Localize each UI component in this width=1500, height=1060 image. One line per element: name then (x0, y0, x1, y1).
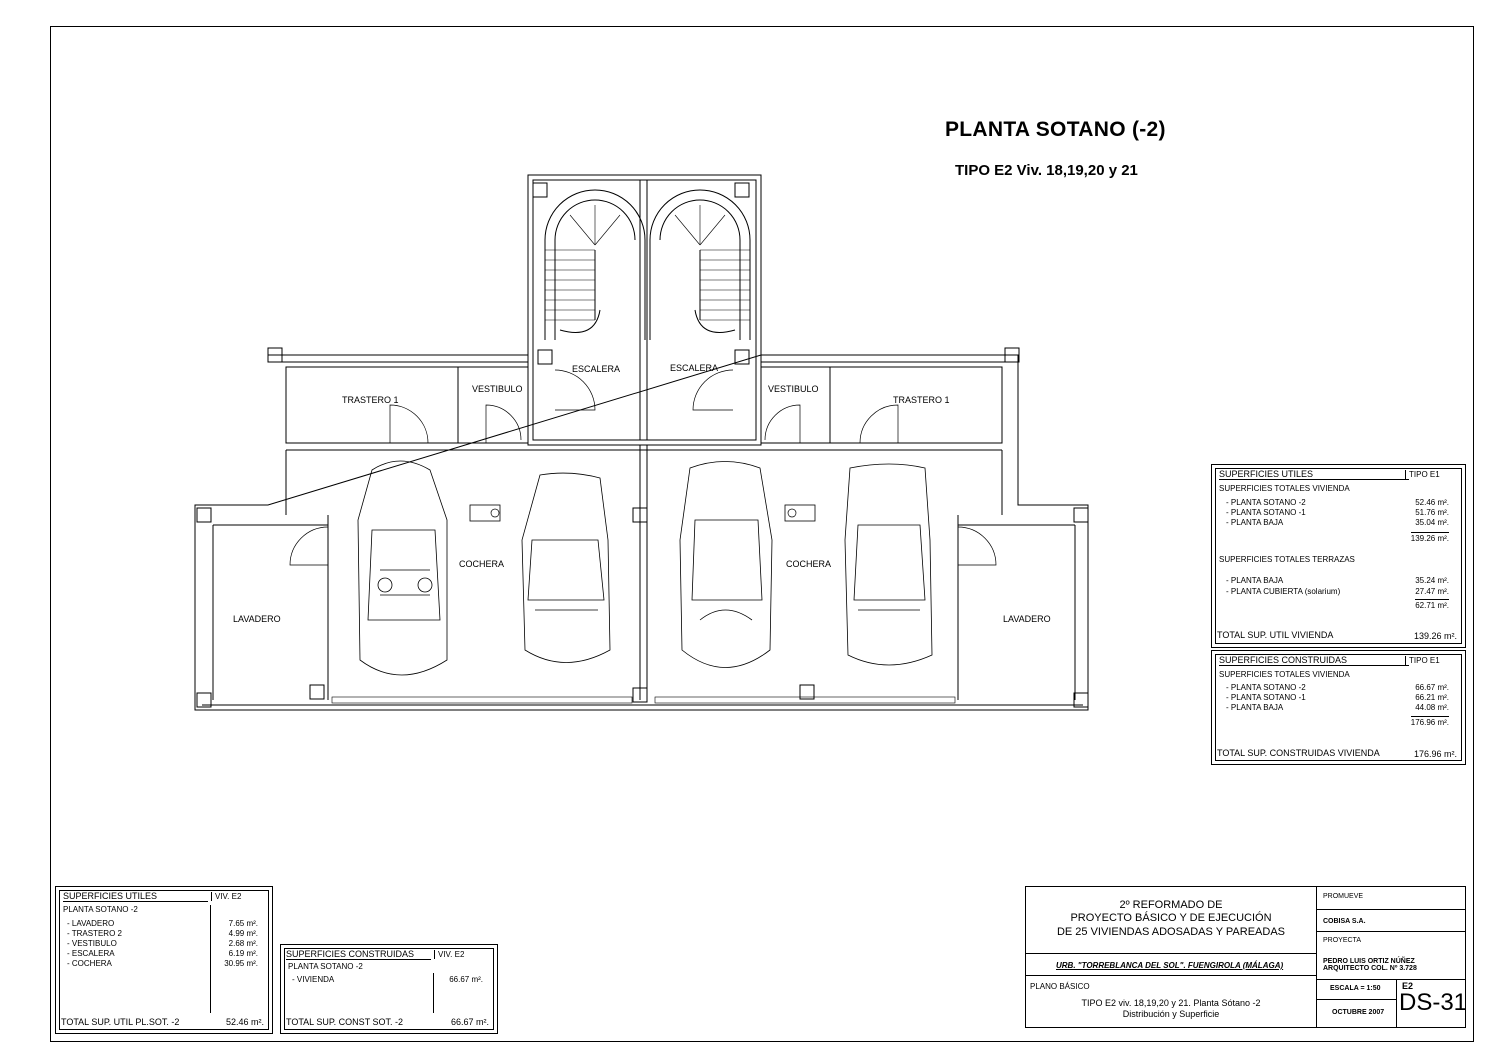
table-title: SUPERFICIES CONSTRUIDAS (1219, 655, 1409, 666)
page-subtitle: TIPO E2 Viv. 18,19,20 y 21 (955, 162, 1138, 179)
total-label: TOTAL SUP. UTIL PL.SOT. -2 (61, 1017, 180, 1027)
row-value: 35.24 m². (1415, 576, 1449, 585)
row-label: - PLANTA BAJA (1226, 576, 1284, 585)
total-label: TOTAL SUP. UTIL VIVIENDA (1217, 630, 1334, 640)
promueve-label: PROMUEVE (1323, 893, 1364, 900)
row-label: - PLANTA SOTANO -2 (1226, 683, 1306, 692)
fecha-label: OCTUBRE 2007 (1332, 1009, 1385, 1016)
total-value: 52.46 m². (225, 1017, 264, 1027)
room-label-cochera-left: COCHERA (459, 559, 505, 569)
proyecta-value: ARQUITECTO COL. Nº 3.728 (1323, 965, 1417, 972)
row-value: 4.99 m². (228, 929, 258, 938)
row-label: - PLANTA SOTANO -1 (1226, 508, 1306, 517)
table-sup-construidas-left (280, 944, 498, 1034)
escala-label: ESCALA = 1:50 (1330, 985, 1381, 992)
section-title: PLANTA SOTANO -2 (288, 962, 363, 971)
project-location: URB. "TORREBLANCA DEL SOL". FUENGIROLA (MÁLAGA) (1056, 961, 1284, 970)
row-label: - TRASTERO 2 (67, 929, 122, 938)
subtotal-value: 62.71 m². (1415, 601, 1449, 610)
row-label: - PLANTA SOTANO -1 (1226, 693, 1306, 702)
page-title: PLANTA SOTANO (-2) (945, 118, 1166, 141)
subtotal-value: 139.26 m². (1410, 534, 1449, 543)
table-sup-construidas-right (1211, 650, 1466, 765)
row-label: - PLANTA SOTANO -2 (1226, 498, 1306, 507)
total-label: TOTAL SUP. CONSTRUIDAS VIVIENDA (1217, 748, 1380, 758)
room-label-escalera-left: ESCALERA (572, 364, 621, 374)
room-label-cochera-right: COCHERA (786, 559, 832, 569)
row-label: - PLANTA BAJA (1226, 703, 1284, 712)
subtotal-value: 176.96 m². (1410, 718, 1449, 727)
car-convertible (358, 461, 447, 675)
row-value: 2.68 m². (228, 939, 258, 948)
row-value: 44.08 m². (1415, 703, 1449, 712)
room-label-vestibulo-right: VESTIBULO (768, 384, 819, 394)
main-outline (195, 355, 1088, 710)
table-tag: VIV. E2 (211, 892, 241, 901)
title-block (1025, 886, 1466, 1028)
room-label-lavadero-left: LAVADERO (233, 614, 281, 624)
section-title: SUPERFICIES TOTALES TERRAZAS (1219, 555, 1355, 564)
room-label-lavadero-right: LAVADERO (1003, 614, 1051, 624)
row-label: - VIVIENDA (292, 975, 335, 984)
row-label: - PLANTA BAJA (1226, 518, 1284, 527)
car-coupe-left (522, 473, 610, 662)
project-title-line: 2º REFORMADO DE (1119, 899, 1223, 911)
table-tag: TIPO E1 (1405, 470, 1440, 479)
row-value: 30.95 m². (224, 959, 258, 968)
section-title: PLANTA SOTANO -2 (63, 905, 138, 914)
table-title: SUPERFICIES UTILES (1219, 469, 1409, 480)
row-value: 52.46 m². (1415, 498, 1449, 507)
plan-description: TIPO E2 viv. 18,19,20 y 21. Planta Sótano -2 (1081, 998, 1261, 1008)
table-tag: TIPO E1 (1405, 656, 1440, 665)
plan-type: PLANO BÁSICO (1030, 982, 1090, 991)
room-label-escalera-right: ESCALERA (670, 363, 719, 373)
table-sup-utiles-left (55, 886, 273, 1034)
section-title: SUPERFICIES TOTALES VIVIENDA (1219, 670, 1350, 679)
table-title: SUPERFICIES CONSTRUIDAS (286, 949, 431, 960)
row-value: 66.67 m². (1415, 683, 1449, 692)
proyecta-value: PEDRO LUIS ORTIZ NÚÑEZ (1323, 958, 1415, 965)
table-sup-utiles-right (1211, 464, 1466, 648)
total-value: 66.67 m². (450, 1017, 489, 1027)
row-label: - VESTIBULO (67, 939, 117, 948)
car-hatchback (845, 464, 932, 665)
row-value: 66.21 m². (1415, 693, 1449, 702)
project-title-line: DE 25 VIVIENDAS ADOSADAS Y PAREADAS (1056, 926, 1286, 938)
proyecta-label: PROYECTA (1323, 937, 1361, 944)
sheet-number: DS-31 (1399, 989, 1468, 1016)
total-value: 176.96 m². (1413, 749, 1457, 759)
row-value: 7.65 m². (228, 919, 258, 928)
trastero-left-walls (286, 367, 458, 443)
row-label: - COCHERA (67, 959, 112, 968)
room-label-trastero-right: TRASTERO 1 (893, 395, 950, 405)
total-label: TOTAL SUP. CONST SOT. -2 (286, 1017, 404, 1027)
sheet-type: E2 (1402, 981, 1414, 991)
row-value: 66.67 m². (449, 975, 483, 984)
promueve-value: COBISA S.A. (1323, 918, 1366, 925)
plan-description: Distribución y Superficie (1122, 1009, 1220, 1019)
row-label: - LAVADERO (67, 919, 115, 928)
table-tag: VIV. E2 (434, 950, 464, 959)
total-value: 139.26 m². (1413, 631, 1457, 641)
row-value: 51.76 m². (1415, 508, 1449, 517)
car-sports (680, 462, 772, 668)
room-label-vestibulo-left: VESTIBULO (472, 384, 523, 394)
row-label: - ESCALERA (67, 949, 115, 958)
row-value: 27.47 m². (1415, 587, 1449, 596)
section-title: SUPERFICIES TOTALES VIVIENDA (1219, 484, 1350, 493)
table-title: SUPERFICIES UTILES (63, 891, 208, 902)
row-label: - PLANTA CUBIERTA (solarium) (1226, 587, 1341, 596)
row-value: 35.04 m². (1415, 518, 1449, 527)
room-label-trastero-left: TRASTERO 1 (342, 395, 399, 405)
trastero-right-walls (830, 367, 1002, 443)
row-value: 6.19 m². (228, 949, 258, 958)
project-title-line: PROYECTO BÁSICO Y DE EJECUCIÓN (1070, 912, 1272, 924)
